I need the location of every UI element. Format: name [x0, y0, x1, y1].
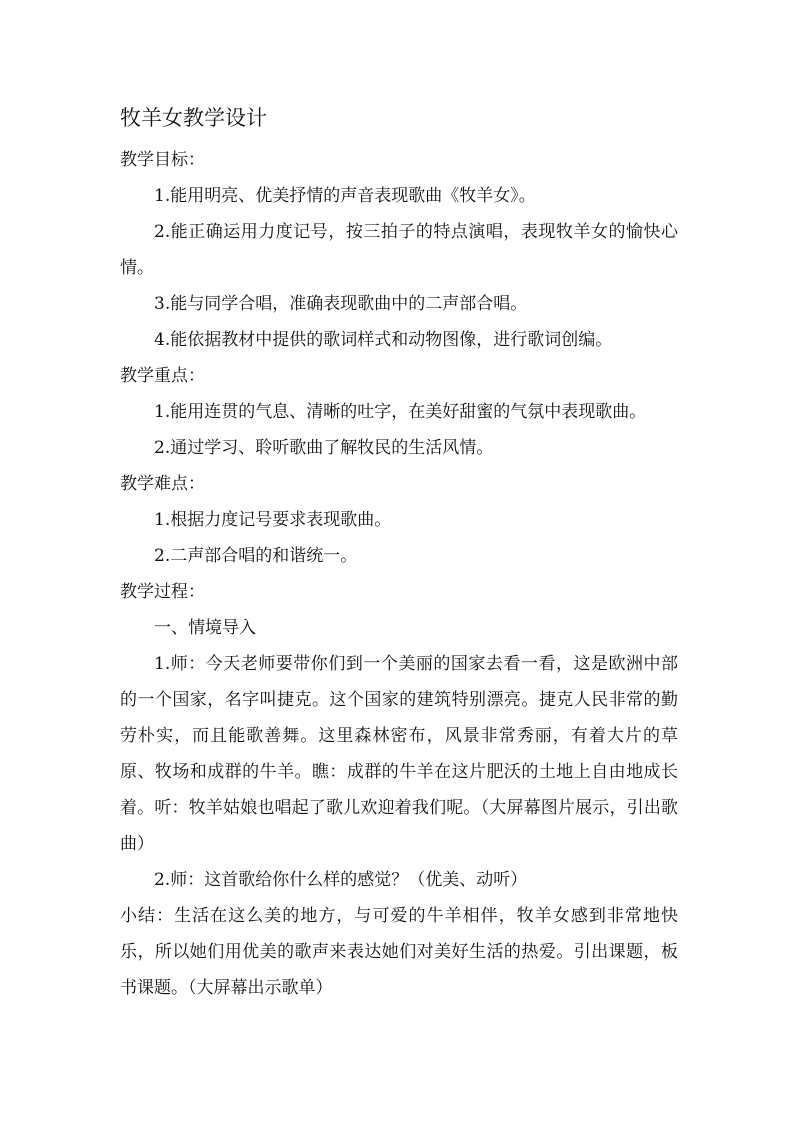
document-body	[120, 100, 678, 1006]
summary-paragraph: 小结：生活在这么美的地方，与可爱的牛羊相伴，牧羊女感到非常地快乐，所以她们用优美的歌声来表达她们对美好生活的热爱。引出课题，板书课题。（大屏幕出示歌单）	[120, 906, 678, 998]
difficulty-item: 1.根据力度记号要求表现歌曲。	[154, 510, 392, 530]
section-heading: 一、情境导入	[154, 618, 256, 638]
goal-item: 4.能依据教材中提供的歌词样式和动物图像，进行歌词创编。	[154, 330, 613, 350]
key-points-heading: 教学重点：	[120, 366, 205, 386]
process-item: 1.师：今天老师要带你们到一个美丽的国家去看一看，这是欧洲中部的一个国家，名字叫捷克。这个国家的建筑特别漂亮。捷克人民非常的勤劳朴实，而且能歌善舞。这里森林密布，风景非常秀丽，有着大片的草原、牧场和成群的牛羊。瞧：成群的牛羊在这片肥沃的土地上自由地成长着。听：牧羊姑娘也唱起了歌儿欢迎着我们呢。（大屏幕图片展示，引出歌曲）	[120, 654, 678, 854]
difficulties-heading: 教学难点：	[120, 474, 205, 494]
goals-heading: 教学目标：	[120, 150, 205, 170]
goal-item: 2.能正确运用力度记号，按三拍子的特点演唱，表现牧羊女的愉快心情。	[120, 222, 678, 278]
key-point-item: 1.能用连贯的气息、清晰的吐字，在美好甜蜜的气氛中表现歌曲。	[154, 402, 647, 422]
goal-item: 3.能与同学合唱，准确表现歌曲中的二声部合唱。	[154, 294, 528, 314]
process-heading: 教学过程：	[120, 582, 205, 602]
key-point-item: 2.通过学习、聆听歌曲了解牧民的生活风情。	[154, 438, 494, 458]
difficulty-item: 2.二声部合唱的和谐统一。	[154, 546, 358, 566]
document-title: 牧羊女教学设计	[120, 106, 267, 130]
goal-item: 1.能用明亮、优美抒情的声音表现歌曲《牧羊女》。	[154, 186, 536, 206]
process-item: 2.师：这首歌给你什么样的感觉？（优美、动听）	[154, 870, 528, 890]
